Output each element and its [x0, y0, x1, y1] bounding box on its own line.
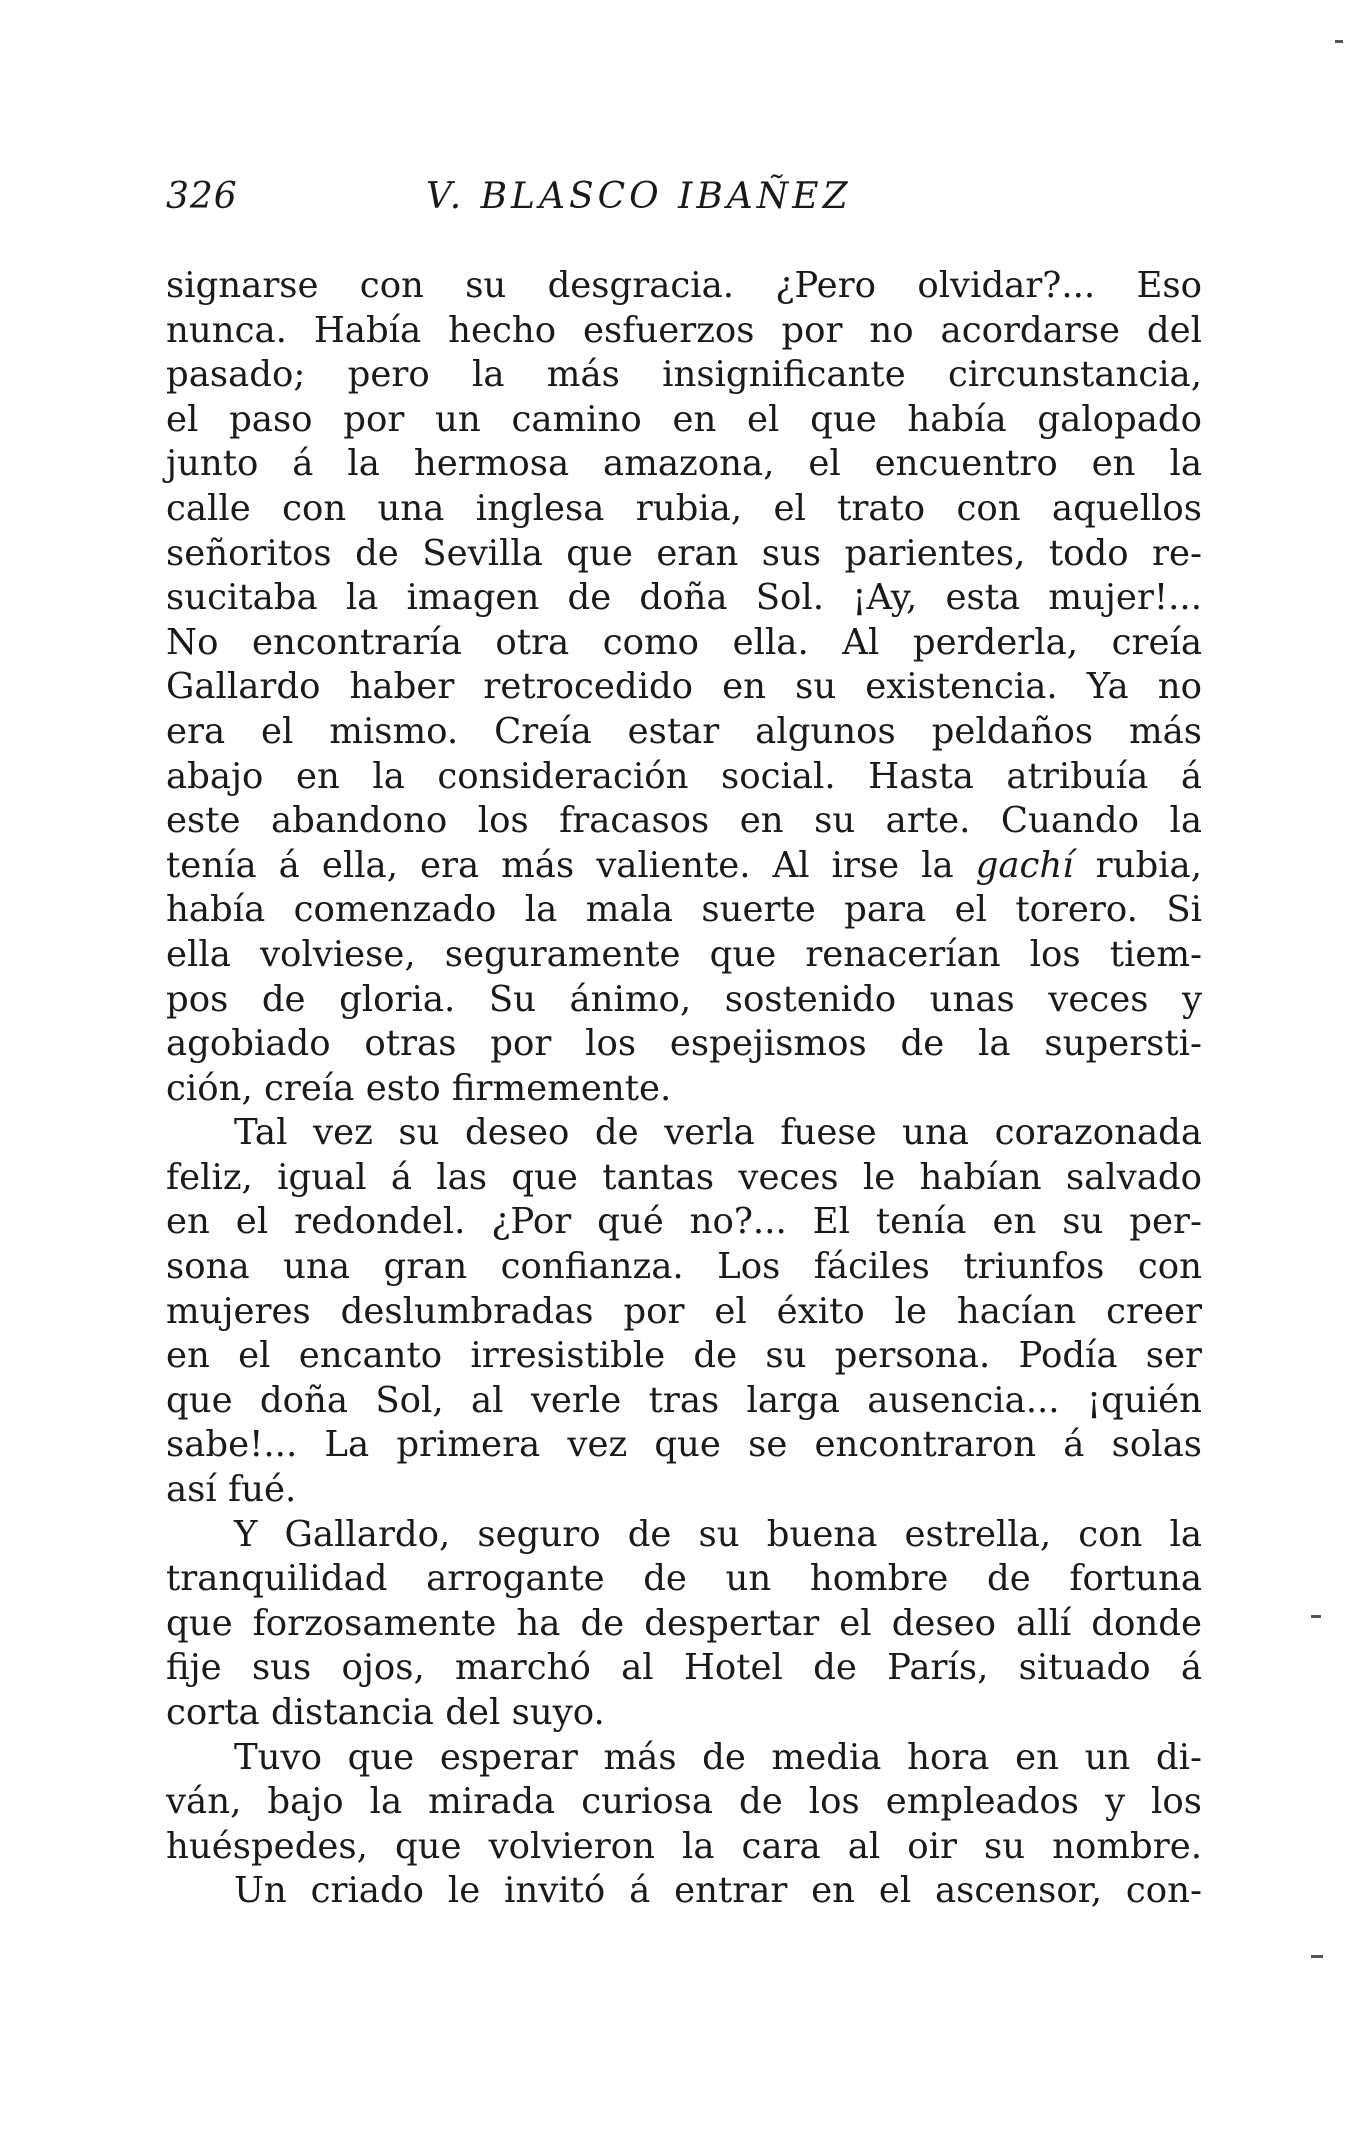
text-line: ción, creía esto firmemente.: [166, 1067, 672, 1109]
running-head: V. BLASCO IBAÑEZ: [426, 176, 852, 217]
scan-speck: [1311, 1615, 1321, 1618]
text-line: signarse con su desgracia. ¿Pero olvidar?... Eso: [166, 265, 1202, 306]
scan-edge-marks: [1305, 0, 1345, 2138]
text-line: Tal vez su deseo de verla fuese una corazonada: [234, 1112, 1202, 1154]
text-line: nunca. Había hecho esfuerzos por no acordarse del: [166, 309, 1202, 351]
text-line: mujeres deslumbradas por el éxito le hacían creer: [166, 1290, 1202, 1332]
scan-speck: [1335, 40, 1343, 43]
text-segment: tenía á ella, era más valiente. Al irse la: [166, 844, 976, 886]
text-line: señoritos de Sevilla que eran sus parientes, todo re-: [166, 532, 1202, 574]
text-line: abajo en la consideración social. Hasta atribuía á: [166, 755, 1202, 797]
page-number: 326: [166, 176, 238, 217]
text-line: fije sus ojos, marchó al Hotel de París, situado á: [166, 1647, 1202, 1689]
text-line: el paso por un camino en el que había galopado: [166, 398, 1202, 440]
italic-word: gachí: [975, 844, 1074, 886]
body-text: [166, 264, 1202, 1914]
text-line: este abandono los fracasos en su arte. Cuando la: [166, 800, 1202, 842]
text-line: sona una gran confianza. Los fáciles triunfos con: [166, 1246, 1202, 1288]
text-line: calle con una inglesa rubia, el trato con aquellos: [166, 487, 1202, 529]
text-line: tranquilidad arrogante de un hombre de fortuna: [166, 1558, 1202, 1600]
text-line: en el redondel. ¿Por qué no?... El tenía en su per-: [166, 1201, 1202, 1243]
text-line: que doña Sol, al verle tras larga ausencia... ¡quién: [166, 1379, 1202, 1421]
text-line: pos de gloria. Su ánimo, sostenido unas veces y: [166, 978, 1202, 1020]
text-line: había comenzado la mala suerte para el torero. Si: [166, 889, 1202, 931]
text-line: Gallardo haber retrocedido en su existencia. Ya no: [166, 666, 1202, 708]
text-line: No encontraría otra como ella. Al perderla, creía: [166, 621, 1202, 663]
text-line: que forzosamente ha de despertar el deseo allí donde: [166, 1602, 1202, 1644]
text-line: sabe!... La primera vez que se encontraron á solas: [166, 1424, 1202, 1466]
text-line: Un criado le invitó á entrar en el ascensor, con-: [234, 1870, 1202, 1912]
text-line: ella volviese, seguramente que renacerían los tiem-: [166, 933, 1202, 975]
page-header: [166, 176, 1206, 236]
text-line: corta distancia del suyo.: [166, 1692, 605, 1733]
text-line: sucitaba la imagen de doña Sol. ¡Ay, esta mujer!...: [166, 577, 1202, 619]
text-segment: rubia,: [1073, 844, 1202, 886]
text-line: junto á la hermosa amazona, el encuentro en la: [166, 443, 1202, 485]
text-line: agobiado otras por los espejismos de la supersti-: [166, 1023, 1202, 1065]
scan-speck: [1311, 1955, 1323, 1958]
text-line: ván, bajo la mirada curiosa de los empleados y los: [166, 1781, 1202, 1823]
text-line: pasado; pero la más insignificante circunstancia,: [166, 354, 1202, 396]
text-line: en el encanto irresistible de su persona. Podía ser: [166, 1335, 1202, 1377]
text-line: Tuvo que esperar más de media hora en un di-: [234, 1736, 1202, 1778]
text-line: huéspedes, que volvieron la cara al oir su nombre.: [166, 1825, 1202, 1867]
text-line-with-italic: [166, 844, 1202, 889]
text-line: feliz, igual á las que tantas veces le habían salvado: [166, 1156, 1202, 1198]
text-line: Y Gallardo, seguro de su buena estrella, con la: [234, 1513, 1202, 1555]
text-line: así fué.: [166, 1469, 297, 1511]
text-line: era el mismo. Creía estar algunos peldaños más: [166, 710, 1202, 752]
